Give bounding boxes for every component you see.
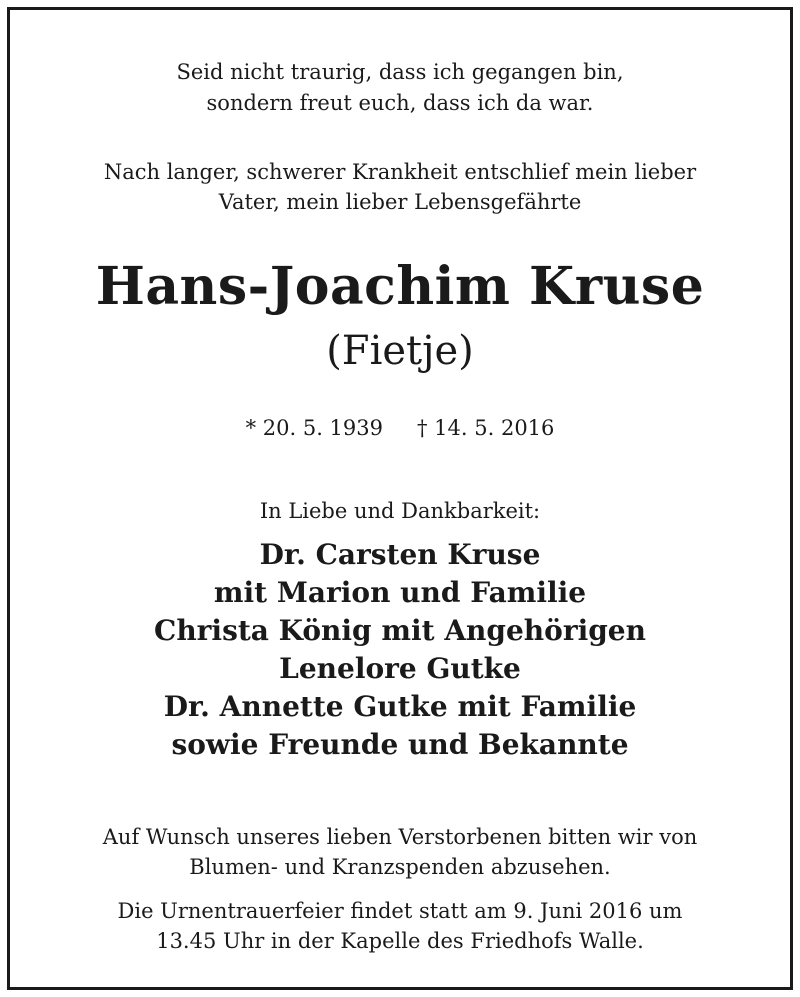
mourners-intro: In Liebe und Dankbarkeit:: [259, 499, 541, 523]
deceased-nickname: (Fietje): [326, 328, 474, 374]
mourner-line: sowie Freunde und Bekannte: [171, 728, 629, 761]
mourner-line: mit Marion und Familie: [213, 576, 587, 609]
motto-line-2: sondern freut euch, dass ich da war.: [206, 91, 594, 115]
motto-line-1: Seid nicht traurig, dass ich gegangen bin,: [176, 60, 624, 84]
life-dates: [10, 414, 790, 442]
mourner-line: Lenelore Gutke: [279, 652, 521, 685]
birth-date: * 20. 5. 1939: [245, 416, 383, 440]
intro-line-2: Vater, mein lieber Lebensgefährte: [218, 190, 582, 214]
obituary-frame: [7, 7, 793, 990]
mourner-line: Christa König mit Angehörigen: [154, 614, 646, 647]
ceremony-line-1: Die Urnentrauerfeier findet statt am 9. Juni 2016 um: [117, 899, 683, 923]
death-date: † 14. 5. 2016: [417, 416, 555, 440]
notice-line-1: Auf Wunsch unseres lieben Verstorbenen bitten wir von: [102, 825, 698, 849]
deceased-name: Hans-Joachim Kruse: [95, 256, 705, 317]
notice-line-2: Blumen- und Kranzspenden abzusehen.: [189, 855, 611, 879]
mourner-line: Dr. Carsten Kruse: [259, 538, 541, 571]
ceremony-line-2: 13.45 Uhr in der Kapelle des Friedhofs Walle.: [156, 929, 644, 953]
mourner-line: Dr. Annette Gutke mit Familie: [163, 690, 637, 723]
intro-line-1: Nach langer, schwerer Krankheit entschlief mein lieber: [103, 160, 697, 184]
